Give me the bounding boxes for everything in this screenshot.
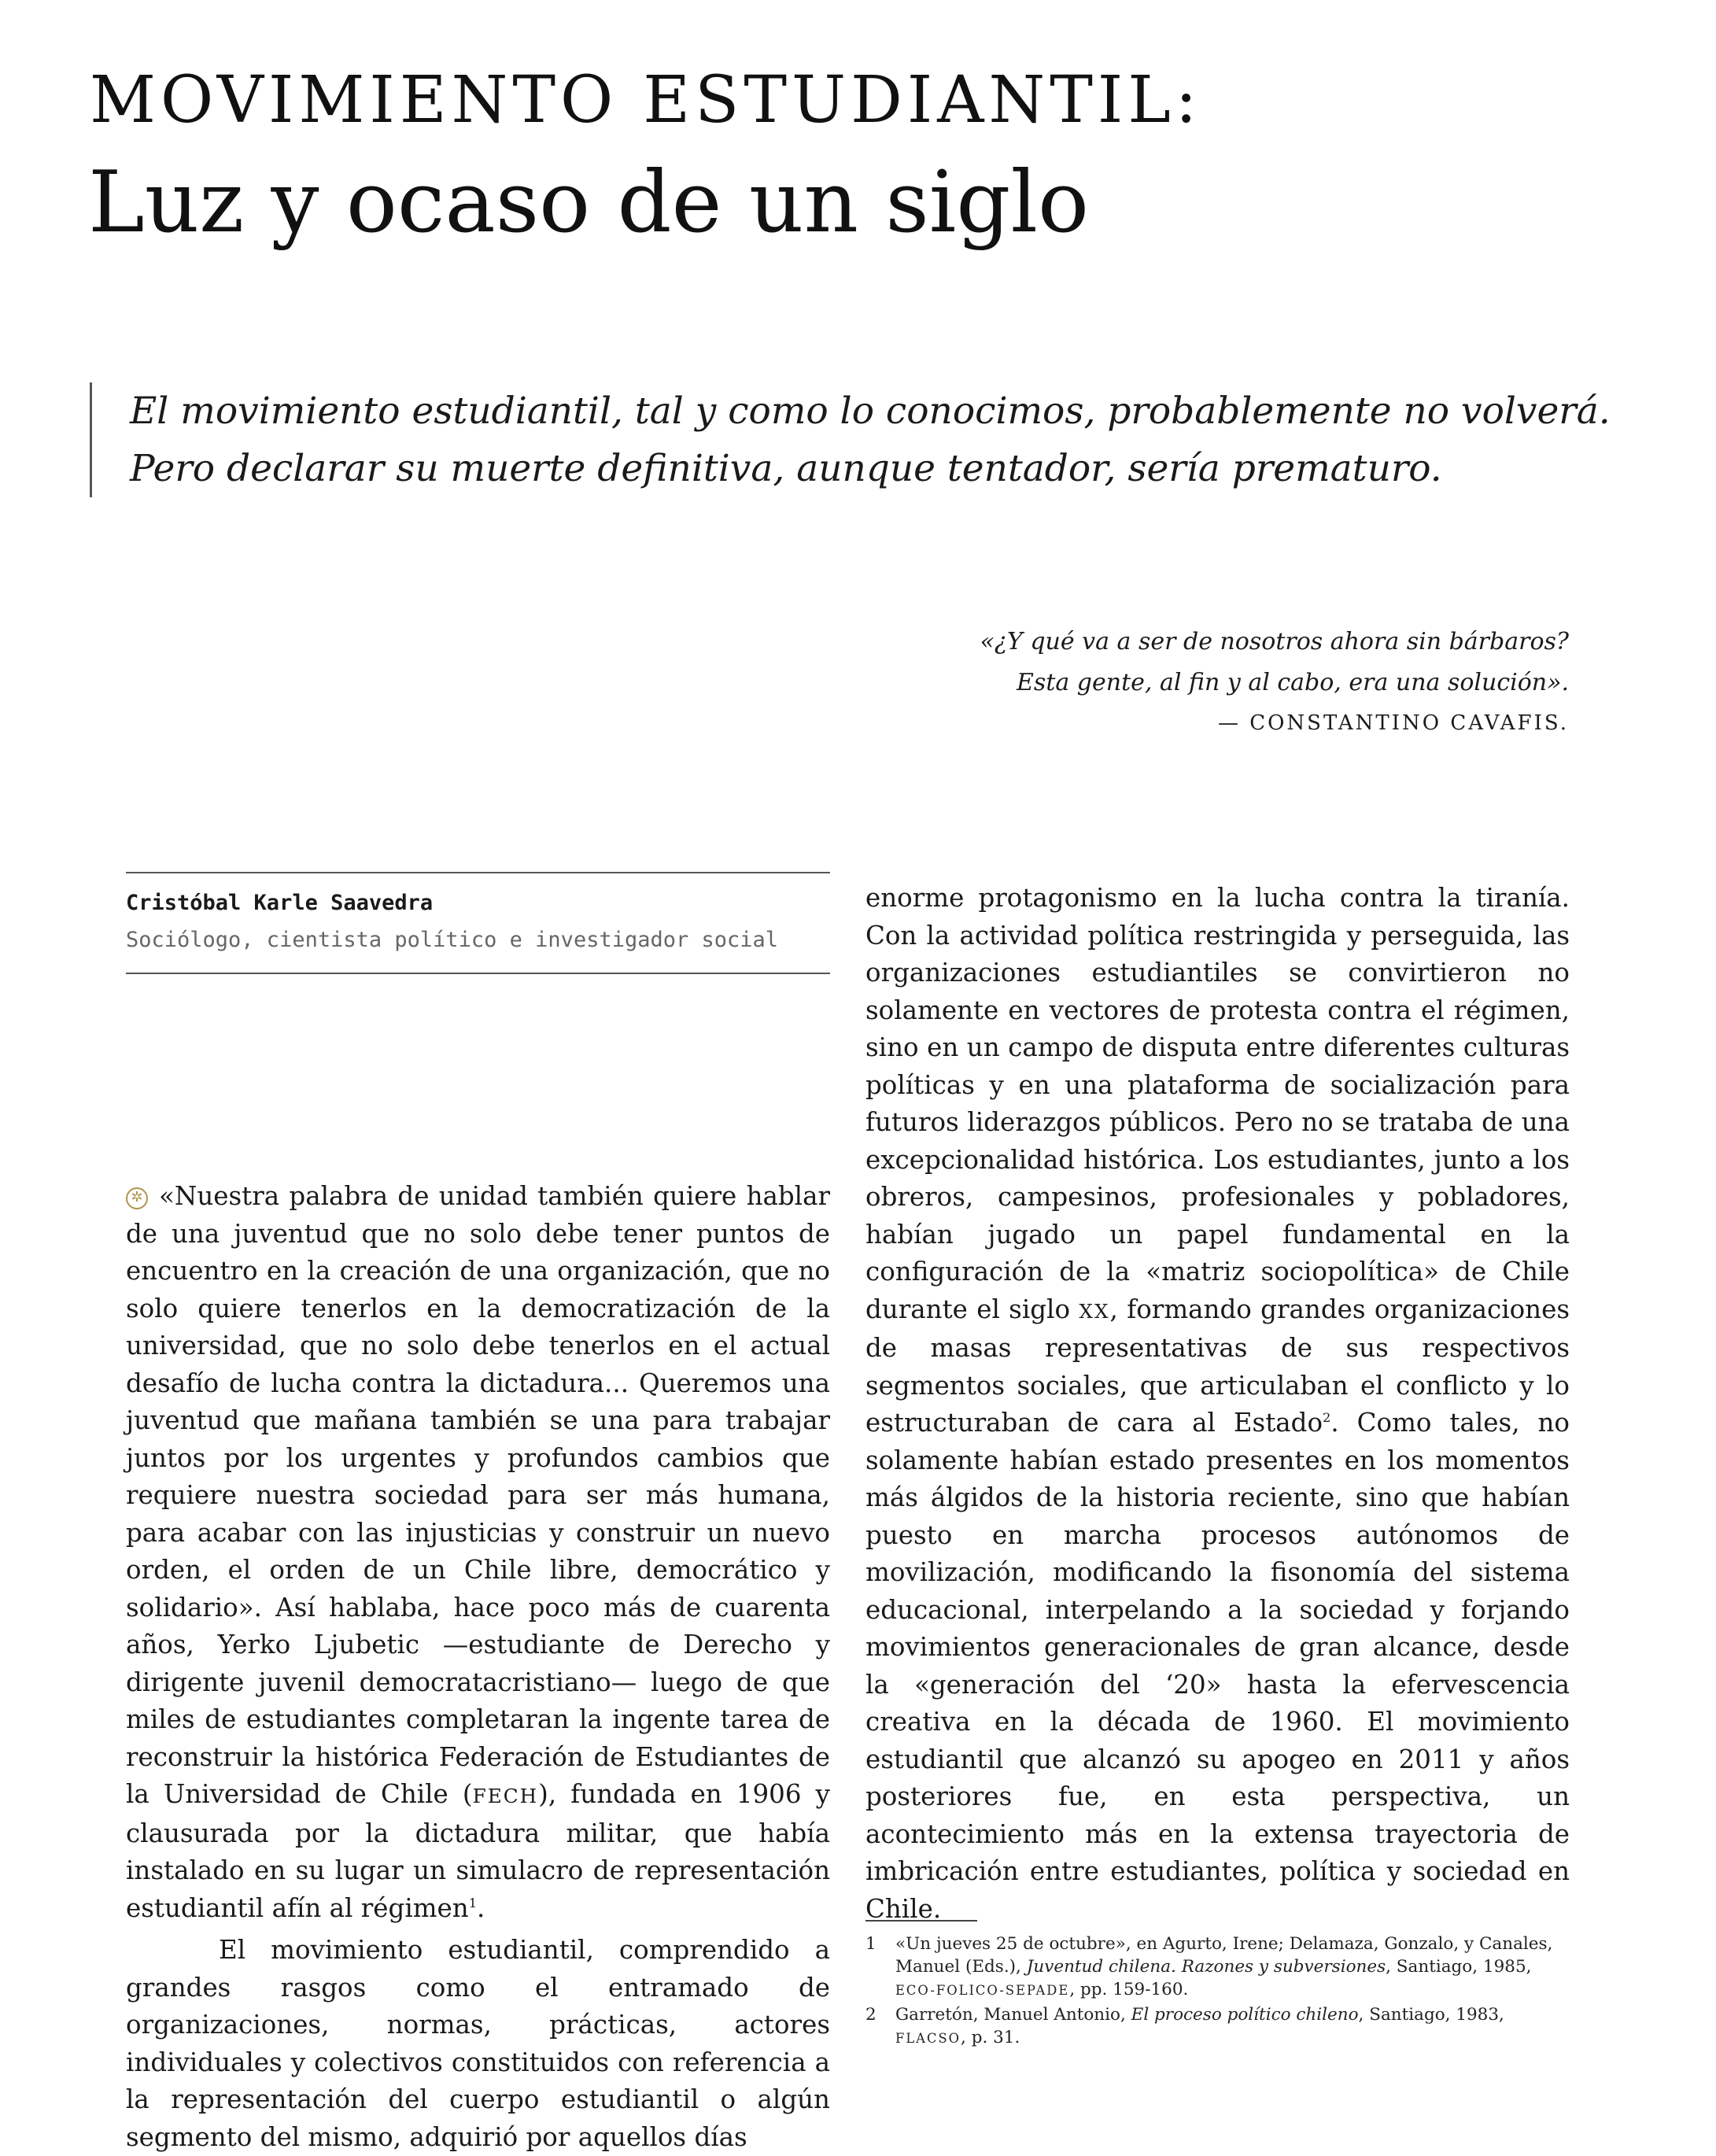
footnote-number: 2 [865,2005,876,2025]
lede-line: Pero declarar su muerte definitiva, aunque tentador, sería prematuro. [130,447,1442,490]
article-headline: Luz y ocaso de un siglo [88,153,1090,252]
body-paragraph: enorme protagonismo en la lucha contra la tiranía. Con la actividad política restringida y perseguida, las organizaciones estudiantiles se convirtieron no solamente en vectores de protesta contra el régimen, sino en un campo de disputa entre diferentes culturas políticas y en una plataforma de socialización para futuros liderazgos públicos. Pero no se trataba de una excepcionalidad histórica. Los estudiantes, junto a los obreros, campesinos, profesionales y pobladores, habían jugado un papel fundamental en la configuración de la «matriz sociopolítica» de Chile durante el siglo XX, formando grandes organizaciones de masas representativas de sus respectivos segmentos sociales, que articulaban el conflicto y lo estructuraban de cara al Estado$^2$. Como tales, no solamente habían estado presentes en los momentos más álgidos de la historia reciente, sino que habían puesto en marcha procesos autónomos de movilización, modificando la fisonomía del sistema educacional, interpelando a la sociedad y forjando movimientos generacionales de gran alcance, desde la «generación del ‘20» hasta la efervescencia creativa en la década de 1960. El movimiento estudiantil que alcanzó su apogeo en 2011 y años posteriores fue, en esta perspectiva, un acontecimiento más en la extensa trayectoria de imbricación entre estudiantes, política y sociedad en Chile. [865,883,1570,1924]
epigraph [980,622,1569,743]
epigraph-line: «¿Y qué va a ser de nosotros ahora sin bárbaros? [980,628,1569,655]
author-role: Sociólogo, cientista político e investigador social [126,928,779,952]
footnote-ref[interactable]: 1 [468,1895,478,1910]
author-name: Cristóbal Karle Saavedra [126,891,434,915]
body-paragraph: El movimiento estudiantil, comprendido a grandes rasgos como el entramado de organizaciones, normas, prácticas, actores individuales y colectivos constituidos con referencia a la representación del cuerpo estudiantil o algún segmento del mismo, adquirió por aquellos días [126,1935,830,2152]
footnote-ref[interactable]: 2 [1323,1410,1331,1426]
footnote-number: 1 [865,1934,876,1954]
article-kicker: MOVIMIENTO ESTUDIANTIL: [90,63,1202,138]
footnote-text: «Un jueves 25 de octubre», en Agurto, Irene; Delamaza, Gonzalo, y Canales, Manuel (Eds.), Juventud chilena. Razones y subversiones, Santiago, 1985, ECO-FOLICO-SEPADE, pp. 159-160. [895,1934,1553,1999]
century-numeral: XX [1079,1299,1110,1323]
acronym-fech: FECH [472,1785,539,1807]
footnotes [865,1933,1570,2051]
body-paragraph: ✲ «Nuestra palabra de unidad también quiere hablar de una juventud que no solo debe tener puntos de encuentro en la creación de una organización, que no solo quiere tenerlos en la democratización de la universidad, que no solo debe tenerlos en el actual desafío de lucha contra la dictadura... Queremos una juventud que mañana también se una para trabajar juntos por los urgentes y profundos cambios que requiere nuestra sociedad para ser más humana, para acabar con las injusticias y construir un nuevo orden, el orden de un Chile libre, democrático y solidario». Así hablaba, hace poco más de cuarenta años, Yerko Ljubetic —estudiante de Derecho y dirigente juvenil democratacristiano— luego de que miles de estudiantes completaran la ingente tarea de reconstruir la histórica Federación de Estudiantes de la Universidad de Chile (FECH), fundada en 1906 y clausurada por la dictadura militar, que había instalado en su lugar un simulacro de representación estudiantil afín al régimen$^1$. [126,1181,830,1923]
footnote-text: Garretón, Manuel Antonio, El proceso político chileno, Santiago, 1983, FLACSO, p. 31. [895,2005,1504,2047]
epigraph-attribution: — CONSTANTINO CAVAFIS. [1217,711,1569,735]
author-byline [126,872,830,974]
body-column-right [865,880,1570,1928]
article-lede [90,382,1625,497]
body-column-left [126,1178,830,2156]
epigraph-line: Esta gente, al fin y al cabo, era una solución». [1017,669,1569,696]
footnote [865,1933,1570,2002]
footnote-divider [865,1920,977,1922]
lede-line: El movimiento estudiantil, tal y como lo conocimos, probablemente no volverá. [130,389,1611,433]
ornament-icon: ✲ [126,1187,148,1209]
footnote [865,2003,1570,2050]
